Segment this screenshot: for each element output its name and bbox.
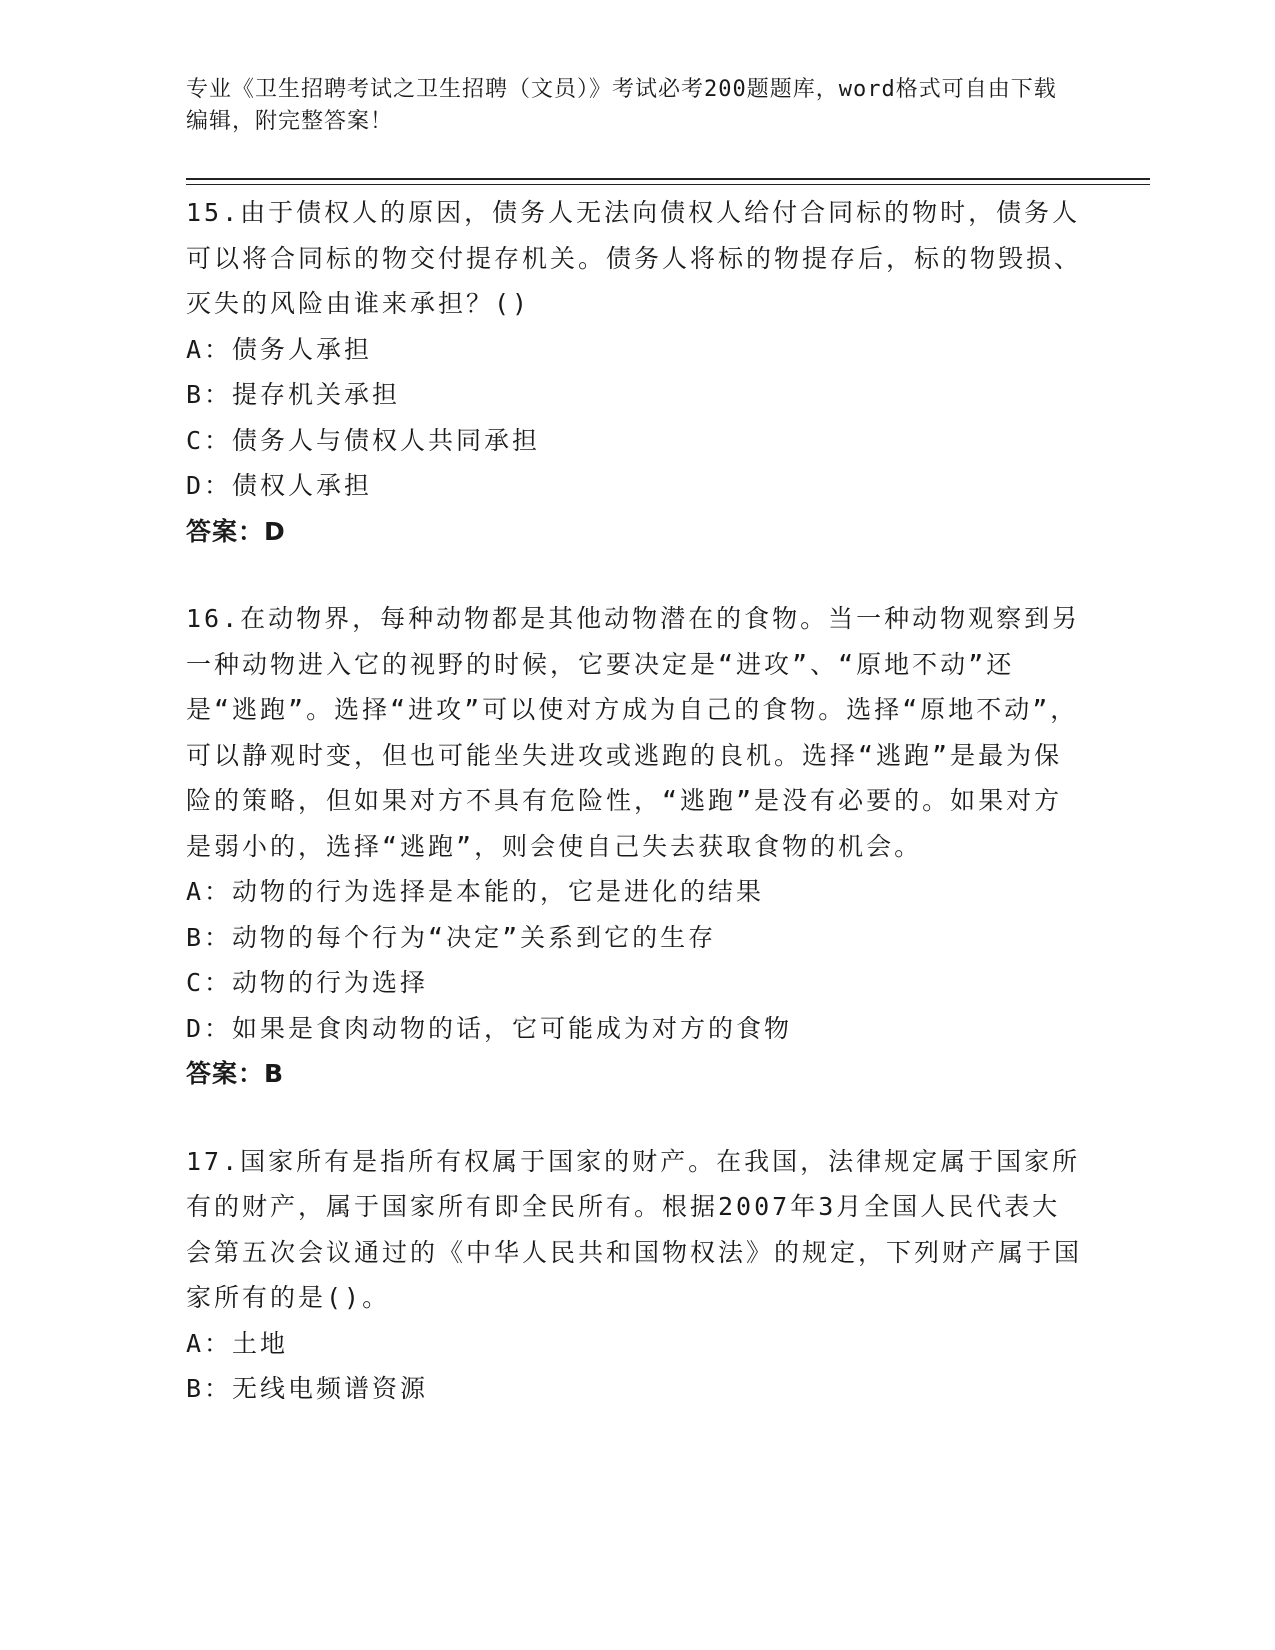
answer: 答案：D (186, 516, 286, 546)
option-a: A：动物的行为选择是本能的，它是进化的结果 (186, 877, 765, 906)
header-divider (186, 178, 1150, 180)
option-b: B：动物的每个行为“决定”关系到它的生存 (186, 922, 717, 952)
question-17 (186, 1139, 1086, 1412)
page-header: 专业《卫生招聘考试之卫生招聘（文员）》考试必考200题题库，word格式可自由下载编辑，附完整答案！ (186, 77, 1057, 134)
option-b: B：无线电频谱资源 (186, 1374, 429, 1403)
option-d: D：如果是食肉动物的话，它可能成为对方的食物 (186, 1013, 793, 1043)
header-divider-thin (186, 184, 1150, 185)
answer: 答案：B (186, 1059, 285, 1088)
question-stem: 15.由于债权人的原因，债务人无法向债权人给付合同标的物时，债务人可以将合同标的物交付提存机关。债务人将标的物提存后，标的物毁损、灭失的风险由谁来承担？() (186, 198, 1083, 318)
option-a: A：土地 (186, 1328, 289, 1358)
question-15 (186, 190, 1086, 554)
question-stem: 16.在动物界，每种动物都是其他动物潜在的食物。当一种动物观察到另一种动物进入它的视野的时候，它要决定是“进攻”、“原地不动”还是“逃跑”。选择“进攻”可以使对方成为自己的食物。选择“原地不动”，可以静观时变，但也可能坐失进攻或逃跑的良机。选择“逃跑”是最为保险的策略，但如果对方不具有危险性，“逃跑”是没有必要的。如果对方是弱小的，选择“逃跑”，则会使自己失去获取食物的机会。 (186, 604, 1081, 861)
option-c: C：债务人与债权人共同承担 (186, 425, 541, 455)
option-c: C：动物的行为选择 (186, 968, 429, 997)
question-16 (186, 596, 1086, 1097)
option-a: A：债务人承担 (186, 334, 373, 364)
question-list (186, 190, 1086, 1412)
option-d: D：债权人承担 (186, 471, 373, 500)
question-stem: 17.国家所有是指所有权属于国家的财产。在我国，法律规定属于国家所有的财产，属于国家所有即全民所有。根据2007年3月全国人民代表大会第五次会议通过的《中华人民共和国物权法》的规定，下列财产属于国家所有的是()。 (186, 1146, 1083, 1312)
option-b: B：提存机关承担 (186, 380, 401, 409)
